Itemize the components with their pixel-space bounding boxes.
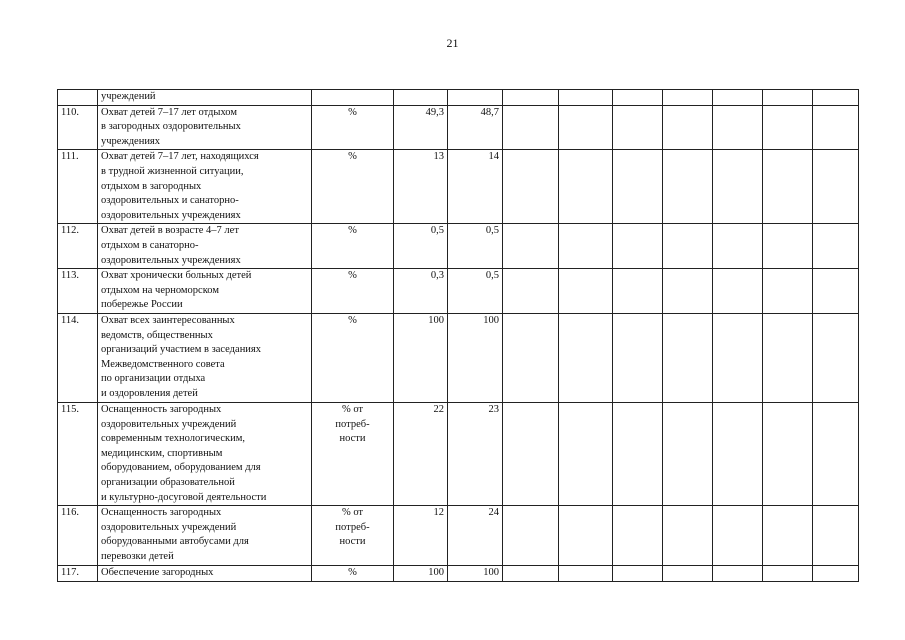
indicator-name-line: оздоровительных учреждениях xyxy=(101,209,241,221)
indicator-name-line: Межведомственного совета xyxy=(101,358,225,370)
empty-cell xyxy=(813,506,859,566)
empty-cell xyxy=(713,566,763,582)
indicator-name-line: в трудной жизненной ситуации, xyxy=(101,165,244,177)
value-cell-1: 100 xyxy=(394,313,448,402)
value-cell-1: 13 xyxy=(394,150,448,224)
indicator-name-line: учреждениях xyxy=(101,135,161,147)
empty-cell xyxy=(503,224,559,269)
empty-cell xyxy=(503,269,559,314)
indicator-name-line: побережье России xyxy=(101,299,183,311)
row-number: 113. xyxy=(58,269,98,314)
indicator-name-line: организации образовательной xyxy=(101,476,235,488)
indicator-name xyxy=(98,150,312,224)
value-cell-2: 23 xyxy=(448,402,503,505)
indicator-name-line: Оснащенность загородных xyxy=(101,403,222,415)
value-cell-2: 48,7 xyxy=(448,105,503,150)
empty-cell xyxy=(559,566,613,582)
table-row xyxy=(58,269,859,314)
unit-line: % xyxy=(348,314,357,326)
indicator-name-line: Обеспечение загородных xyxy=(101,567,214,579)
unit-line: % xyxy=(348,270,357,282)
indicator-name-line: оздоровительных и санаторно- xyxy=(101,195,239,207)
unit-of-measure xyxy=(312,90,394,106)
indicator-name xyxy=(98,313,312,402)
indicator-name-line: ведомств, общественных xyxy=(101,329,213,341)
indicator-name-line: медицинским, спортивным xyxy=(101,447,223,459)
empty-cell xyxy=(813,566,859,582)
indicator-name-line: Оснащенность загородных xyxy=(101,507,222,519)
value-cell-2: 100 xyxy=(448,313,503,402)
empty-cell xyxy=(713,105,763,150)
value-cell-1: 0,3 xyxy=(394,269,448,314)
row-number: 117. xyxy=(58,566,98,582)
unit-line: потреб- xyxy=(335,418,370,430)
unit-line: потреб- xyxy=(335,521,370,533)
indicator-name-line: по организации отдыха xyxy=(101,373,206,385)
empty-cell xyxy=(559,224,613,269)
empty-cell xyxy=(813,105,859,150)
indicator-name-line: оздоровительных учреждений xyxy=(101,521,237,533)
empty-cell xyxy=(613,402,663,505)
empty-cell xyxy=(663,150,713,224)
indicator-name-line: Охват хронически больных детей xyxy=(101,270,252,282)
empty-cell xyxy=(813,402,859,505)
empty-cell xyxy=(503,90,559,106)
table-row xyxy=(58,566,859,582)
unit-of-measure xyxy=(312,224,394,269)
indicator-name-line: отдыхом на черноморском xyxy=(101,284,219,296)
unit-of-measure xyxy=(312,269,394,314)
indicator-name-line: учреждений xyxy=(101,91,156,102)
indicator-name-line: оборудованными автобусами для xyxy=(101,536,249,548)
page-number: 21 xyxy=(446,36,459,50)
indicator-name-line: современным технологическим, xyxy=(101,433,246,445)
empty-cell xyxy=(663,90,713,106)
empty-cell xyxy=(559,313,613,402)
empty-cell xyxy=(713,506,763,566)
empty-cell xyxy=(713,402,763,505)
indicator-name-line: Охват детей 7–17 лет, находящихся xyxy=(101,151,259,163)
table-row xyxy=(58,105,859,150)
value-cell-1: 49,3 xyxy=(394,105,448,150)
empty-cell xyxy=(559,105,613,150)
table-row xyxy=(58,224,859,269)
indicator-name-line: и культурно-досуговой деятельности xyxy=(101,491,267,503)
empty-cell xyxy=(559,506,613,566)
empty-cell xyxy=(559,90,613,106)
unit-line: % xyxy=(348,225,357,237)
indicator-name-line: отдыхом в санаторно- xyxy=(101,239,199,251)
indicator-name-line: Охват детей в возрасте 4–7 лет xyxy=(101,225,239,237)
unit-line: % от xyxy=(341,507,364,519)
row-number xyxy=(58,90,98,106)
indicator-name xyxy=(98,269,312,314)
unit-of-measure xyxy=(312,150,394,224)
value-cell-2: 14 xyxy=(448,150,503,224)
indicator-name-line: Охват всех заинтересованных xyxy=(101,314,235,326)
empty-cell xyxy=(503,566,559,582)
empty-cell xyxy=(503,402,559,505)
indicator-name-line: и оздоровления детей xyxy=(101,387,198,399)
indicator-name xyxy=(98,105,312,150)
row-number: 116. xyxy=(58,506,98,566)
empty-cell xyxy=(813,150,859,224)
empty-cell xyxy=(713,269,763,314)
table-row xyxy=(58,150,859,224)
row-number: 110. xyxy=(58,105,98,150)
table-row xyxy=(58,313,859,402)
empty-cell xyxy=(559,269,613,314)
value-cell-1: 0,5 xyxy=(394,224,448,269)
empty-cell xyxy=(813,269,859,314)
unit-of-measure xyxy=(312,105,394,150)
empty-cell xyxy=(763,313,813,402)
empty-cell xyxy=(663,224,713,269)
indicator-name xyxy=(98,566,312,582)
empty-cell xyxy=(663,313,713,402)
indicators-table xyxy=(57,89,859,582)
unit-of-measure xyxy=(312,566,394,582)
empty-cell xyxy=(613,506,663,566)
row-number: 115. xyxy=(58,402,98,505)
empty-cell xyxy=(663,269,713,314)
unit-line: % xyxy=(348,151,357,163)
indicator-name xyxy=(98,402,312,505)
row-number: 111. xyxy=(58,150,98,224)
empty-cell xyxy=(613,105,663,150)
value-cell-1: 12 xyxy=(394,506,448,566)
unit-line: % xyxy=(348,106,357,118)
empty-cell xyxy=(813,224,859,269)
empty-cell xyxy=(763,269,813,314)
value-cell-2: 0,5 xyxy=(448,224,503,269)
value-cell-2: 0,5 xyxy=(448,269,503,314)
empty-cell xyxy=(813,313,859,402)
empty-cell xyxy=(663,402,713,505)
empty-cell xyxy=(559,402,613,505)
indicator-name-line: перевозки детей xyxy=(101,550,174,562)
indicator-name-line: оздоровительных учреждений xyxy=(101,418,237,430)
indicator-name-line: оборудованием, оборудованием для xyxy=(101,462,261,474)
empty-cell xyxy=(713,224,763,269)
indicator-name-line: Охват детей 7–17 лет отдыхом xyxy=(101,106,237,118)
indicator-name xyxy=(98,506,312,566)
empty-cell xyxy=(559,150,613,224)
empty-cell xyxy=(763,566,813,582)
unit-line: % от xyxy=(341,403,364,415)
table-row xyxy=(58,506,859,566)
value-cell-2: 24 xyxy=(448,506,503,566)
indicator-name xyxy=(98,224,312,269)
unit-line: % xyxy=(348,567,357,579)
empty-cell xyxy=(713,150,763,224)
unit-of-measure xyxy=(312,506,394,566)
empty-cell xyxy=(613,566,663,582)
empty-cell xyxy=(663,566,713,582)
unit-line: ности xyxy=(339,433,366,445)
row-number: 112. xyxy=(58,224,98,269)
empty-cell xyxy=(663,506,713,566)
empty-cell xyxy=(763,90,813,106)
empty-cell xyxy=(763,224,813,269)
table-row xyxy=(58,402,859,505)
empty-cell xyxy=(663,105,713,150)
empty-cell xyxy=(613,224,663,269)
value-cell-1: 22 xyxy=(394,402,448,505)
empty-cell xyxy=(613,313,663,402)
indicator-name-line: отдыхом в загородных xyxy=(101,180,202,192)
unit-line: ности xyxy=(339,536,366,548)
value-cell-2: 100 xyxy=(448,566,503,582)
empty-cell xyxy=(713,313,763,402)
indicator-name-line: оздоровительных учреждениях xyxy=(101,254,241,266)
empty-cell xyxy=(763,402,813,505)
empty-cell xyxy=(613,150,663,224)
empty-cell xyxy=(503,105,559,150)
empty-cell xyxy=(763,150,813,224)
indicator-name xyxy=(98,90,312,106)
empty-cell xyxy=(763,506,813,566)
empty-cell xyxy=(503,313,559,402)
value-cell-2 xyxy=(448,90,503,106)
empty-cell xyxy=(503,506,559,566)
empty-cell xyxy=(713,90,763,106)
table-body xyxy=(58,90,859,582)
empty-cell xyxy=(763,105,813,150)
unit-of-measure xyxy=(312,402,394,505)
indicator-name-line: в загородных оздоровительных xyxy=(101,121,241,133)
empty-cell xyxy=(813,90,859,106)
unit-of-measure xyxy=(312,313,394,402)
value-cell-1 xyxy=(394,90,448,106)
empty-cell xyxy=(503,150,559,224)
indicator-name-line: организаций участием в заседаниях xyxy=(101,344,262,356)
empty-cell xyxy=(613,90,663,106)
row-number: 114. xyxy=(58,313,98,402)
table-row xyxy=(58,90,859,106)
value-cell-1: 100 xyxy=(394,566,448,582)
empty-cell xyxy=(613,269,663,314)
